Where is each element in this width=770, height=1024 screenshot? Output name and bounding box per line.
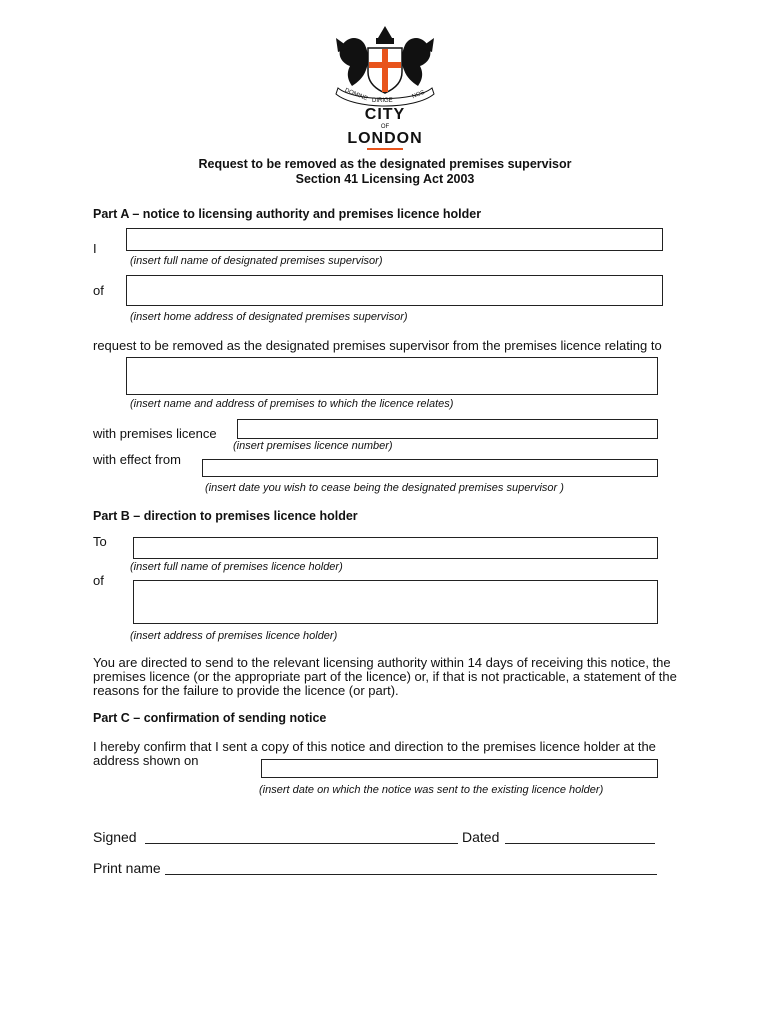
motto-left: DOMINE xyxy=(343,87,369,103)
dps-address-hint: (insert home address of designated premises supervisor) xyxy=(130,311,408,323)
signed-label: Signed xyxy=(93,829,137,845)
of-label-b: of xyxy=(93,573,104,588)
form-title-line1: Request to be removed as the designated premises supervisor xyxy=(198,157,572,171)
premises-field[interactable] xyxy=(126,357,658,395)
logo-city: CITY xyxy=(364,106,406,123)
effect-hint: (insert date you wish to cease being the designated premises supervisor ) xyxy=(205,482,564,494)
part-b-heading: Part B – direction to premises licence holder xyxy=(93,509,358,523)
effect-label: with effect from xyxy=(93,452,181,467)
coat-of-arms-icon xyxy=(330,20,440,110)
licence-number-field[interactable] xyxy=(237,419,658,439)
city-of-london-logo xyxy=(330,20,440,155)
direction-line-3: reasons for the failure to provide the licence (or part). xyxy=(93,683,399,698)
print-name-label: Print name xyxy=(93,860,161,876)
of-label-a: of xyxy=(93,283,104,298)
dated-label: Dated xyxy=(462,829,500,845)
form-title-line2: Section 41 Licensing Act 2003 xyxy=(295,172,475,186)
direction-line-2: premises licence (or the appropriate part of the licence) or, if that is not practicable, a statement of the xyxy=(93,669,677,684)
direction-line-1: You are directed to send to the relevant licensing authority within 14 days of receiving this notice, the xyxy=(93,655,671,670)
confirm-line-1: I hereby confirm that I sent a copy of this notice and direction to the premises licence holder at the xyxy=(93,739,656,754)
part-a-heading: Part A – notice to licensing authority and premises licence holder xyxy=(93,207,482,221)
holder-name-hint: (insert full name of premises licence holder) xyxy=(130,561,343,573)
premises-hint: (insert name and address of premises to which the licence relates) xyxy=(130,398,454,410)
dps-address-field[interactable] xyxy=(126,275,663,306)
to-label: To xyxy=(93,534,107,549)
motto-bottom: DIRIGE xyxy=(372,98,393,104)
holder-address-field[interactable] xyxy=(133,580,658,624)
licence-label: with premises licence xyxy=(93,426,217,441)
logo-accent-bar xyxy=(367,148,403,150)
dated-line[interactable] xyxy=(505,843,655,844)
motto-right: NOS xyxy=(411,89,426,101)
request-text: request to be removed as the designated premises supervisor from the premises licence relating to xyxy=(93,338,662,353)
dps-name-field[interactable] xyxy=(126,228,663,251)
sent-date-field[interactable] xyxy=(261,759,658,778)
licence-hint: (insert premises licence number) xyxy=(233,440,393,452)
confirm-line-2: address shown on xyxy=(93,753,199,768)
effect-date-field[interactable] xyxy=(202,459,658,477)
logo-london: LONDON xyxy=(347,130,423,147)
holder-address-hint: (insert address of premises licence holder) xyxy=(130,630,338,642)
dps-name-hint: (insert full name of designated premises supervisor) xyxy=(130,255,383,267)
signed-line[interactable] xyxy=(145,843,458,844)
i-label: I xyxy=(93,241,97,256)
part-c-heading: Part C – confirmation of sending notice xyxy=(93,711,327,725)
logo-of: OF xyxy=(380,124,390,130)
print-name-line[interactable] xyxy=(165,874,657,875)
sent-date-hint: (insert date on which the notice was sent to the existing licence holder) xyxy=(259,784,604,796)
holder-name-field[interactable] xyxy=(133,537,658,559)
